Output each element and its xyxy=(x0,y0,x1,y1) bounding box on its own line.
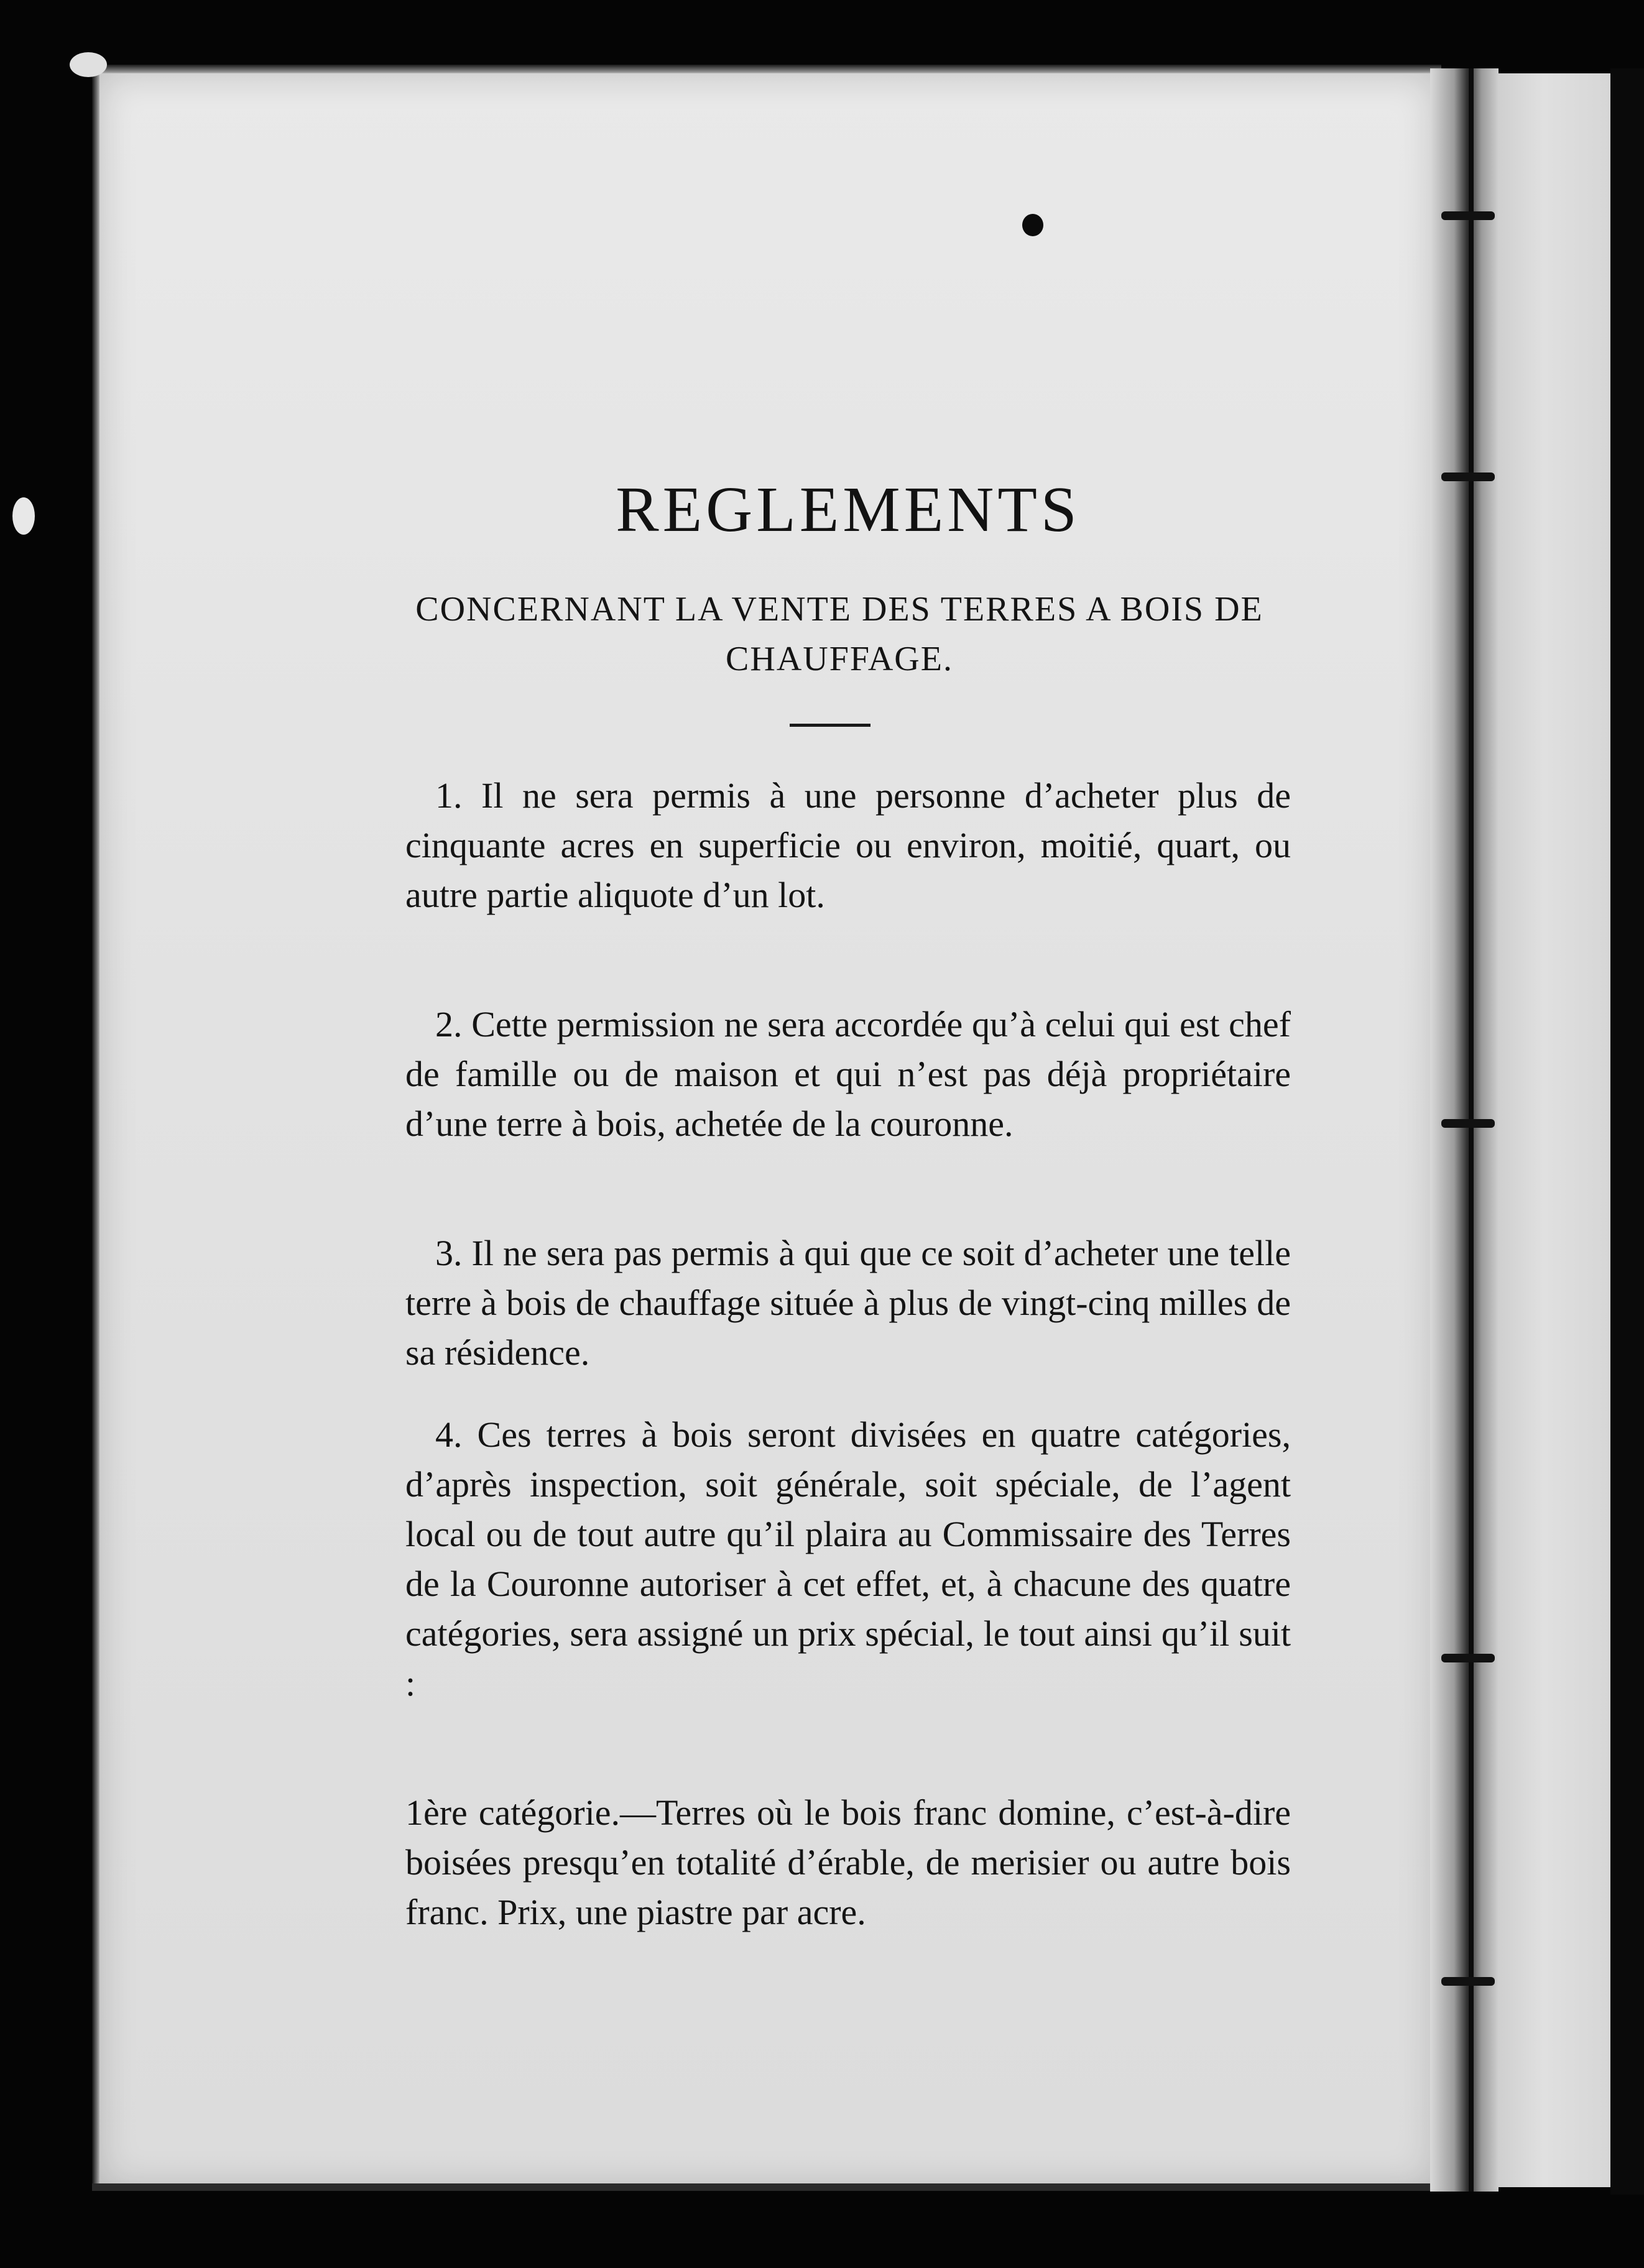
paragraph-1: 1. Il ne sera permis à une personne d’acheter plus de cinquante acres en superficie ou environ, moitié, quart, ou autre partie aliquote d’un lot. xyxy=(405,775,1291,915)
scan-artifact xyxy=(70,52,107,77)
adjacent-page-edge xyxy=(1610,68,1644,2195)
book-binding xyxy=(1430,68,1499,2192)
document-title xyxy=(0,472,1644,546)
binding-stitch xyxy=(1441,1977,1495,1986)
ink-blot xyxy=(1022,214,1043,236)
paragraph-2: 2. Cette permission ne sera accordée qu’à celui qui est chef de famille ou de maison et qui n’est pas déjà propriétaire d’une terre à bois, achetée de la couronne. xyxy=(405,1004,1291,1144)
binding-stitch xyxy=(1441,1119,1495,1128)
document-title-text: REGLEMENTS xyxy=(616,474,1081,545)
binding-stitch xyxy=(1441,211,1495,220)
page-bottom-edge xyxy=(92,2183,1441,2191)
binding-stitch xyxy=(1441,1654,1495,1662)
paragraph-5: 1ère catégorie.—Terres où le bois franc domine, c’est-à-dire boisées presqu’en totalité d’érable, de merisier ou autre bois franc. Prix, une piastre par acre. xyxy=(405,1792,1291,1932)
adjacent-page xyxy=(1499,73,1610,2187)
binding-thread xyxy=(1469,68,1474,2192)
document-subtitle: CONCERNANT LA VENTE DES TERRES A BOIS DE CHAUFFAGE. xyxy=(415,590,1263,678)
title-rule xyxy=(790,724,870,727)
paragraph-3: 3. Il ne sera pas permis à qui que ce soit d’acheter une telle terre à bois de chauffage située à plus de vingt-cinq milles de sa résidence. xyxy=(405,1233,1291,1373)
paragraph-4: 4. Ces terres à bois seront divisées en quatre catégories, d’après inspection, soit générale, soit spéciale, de l’agent local ou de tout autre qu’il plaira au Commissaire des Terres de la Couronne autoriser à cet effet, et, à chacune des quatre catégories, sera assigné un prix spécial, le tout ainsi qu’il suit : xyxy=(405,1414,1291,1703)
